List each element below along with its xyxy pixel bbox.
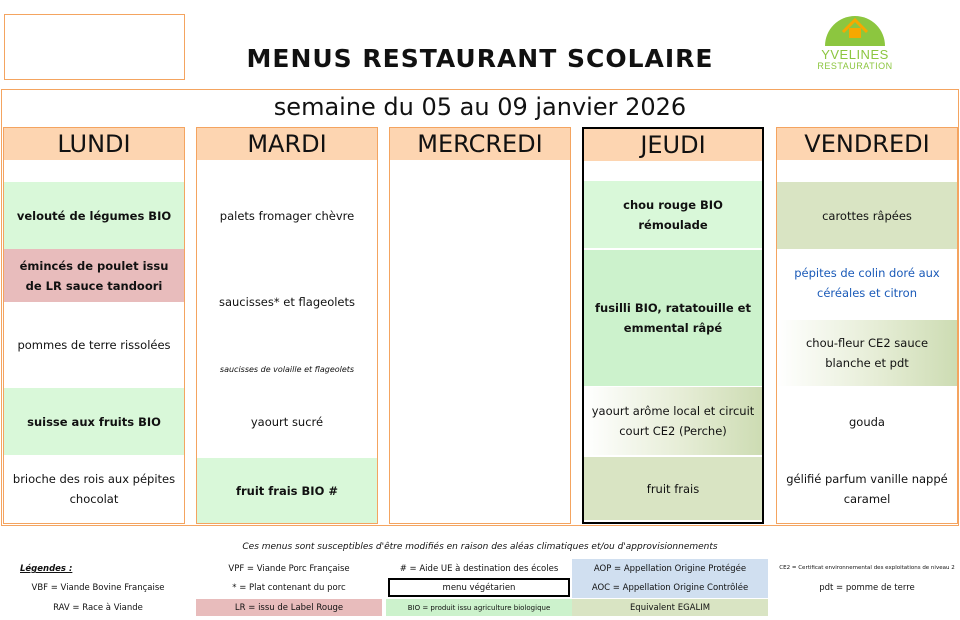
- menu-item: suisse aux fruits BIO: [4, 388, 184, 455]
- menu-item: brioche des rois aux pépites chocolat: [12, 472, 176, 506]
- legend-aide-ue: # = Aide UE à destination des écoles: [399, 564, 559, 574]
- legend-porc: * = Plat contenant du porc: [232, 583, 346, 593]
- day-column-lundi: [3, 127, 185, 524]
- day-header-mardi: MARDI: [197, 128, 377, 160]
- legend-rav: RAV = Race à Viande: [53, 603, 143, 613]
- menu-item: gouda: [849, 414, 885, 429]
- day-column-mercredi: [389, 127, 571, 524]
- menu-item: carottes râpées: [777, 182, 957, 249]
- day-header-vendredi: VENDREDI: [777, 128, 957, 160]
- legend-title: Légendes :: [20, 564, 73, 574]
- legend-ce2: CE2 = Certificat environnemental des exploitations de niveau 2: [779, 564, 955, 571]
- blank-header-box: [4, 14, 185, 80]
- menu-item-note: saucisses de volaille et flageolets: [219, 365, 355, 374]
- menu-item: fusilli BIO, ratatouille et emmental râpé: [584, 250, 762, 386]
- day-header-lundi: LUNDI: [4, 128, 184, 160]
- menu-item: pépites de colin doré aux céréales et citron: [794, 265, 940, 300]
- legend-vpf: VPF = Viande Porc Française: [228, 564, 350, 574]
- legend-egalim: Equivalent EGALIM: [572, 599, 768, 616]
- menu-item: velouté de légumes BIO: [4, 182, 184, 249]
- menu-item: palets fromager chèvre: [219, 208, 355, 223]
- legend-bio: BIO = produit issu agriculture biologique: [386, 599, 572, 616]
- logo-text-line1: YVELINES: [821, 47, 889, 62]
- menu-item: pommes de terre rissolées: [17, 338, 171, 352]
- day-column-mardi: [196, 127, 378, 524]
- legend-aop: AOP = Appellation Origine Protégée: [572, 559, 768, 578]
- logo-text-line2: RESTAURATION: [817, 61, 893, 71]
- menu-item: saucisses* et flageolets: [218, 295, 355, 309]
- legend-aoc: AOC = Appellation Origine Contrôlée: [572, 578, 768, 598]
- logo-sun-icon: [803, 6, 907, 50]
- day-column-vendredi: [776, 127, 958, 524]
- menu-item: chou-fleur CE2 sauce blanche et pdt: [777, 320, 957, 386]
- disclaimer: Ces menus sont susceptibles d'être modifiés en raison des aléas climatiques et/ou d'approvisionnements: [242, 542, 718, 552]
- legend-label-rouge: LR = issu de Label Rouge: [196, 599, 382, 616]
- page-title: MENUS RESTAURANT SCOLAIRE: [246, 44, 714, 73]
- legend-menu-vegetarien: menu végétarien: [388, 578, 570, 597]
- legend-pdt: pdt = pomme de terre: [819, 583, 915, 593]
- day-column-jeudi: [582, 127, 764, 524]
- legend-vbf: VBF = Viande Bovine Française: [31, 583, 165, 593]
- legend: [0, 558, 960, 618]
- day-header-mercredi: MERCREDI: [390, 128, 570, 160]
- menu-item: fruit frais BIO #: [197, 458, 377, 523]
- day-header-jeudi: JEUDI: [584, 129, 762, 161]
- logo: [803, 6, 907, 78]
- menu-item: yaourt arôme local et circuit court CE2 (Perche): [584, 387, 762, 455]
- menu-item: fruit frais: [584, 457, 762, 520]
- menu-item: gélifié parfum vanille nappé caramel: [786, 472, 948, 506]
- menu-item: émincés de poulet issu de LR sauce tandoori: [4, 249, 184, 302]
- week-title: semaine du 05 au 09 janvier 2026: [273, 93, 687, 121]
- menu-item: yaourt sucré: [250, 414, 324, 429]
- menu-item: chou rouge BIO rémoulade: [584, 181, 762, 248]
